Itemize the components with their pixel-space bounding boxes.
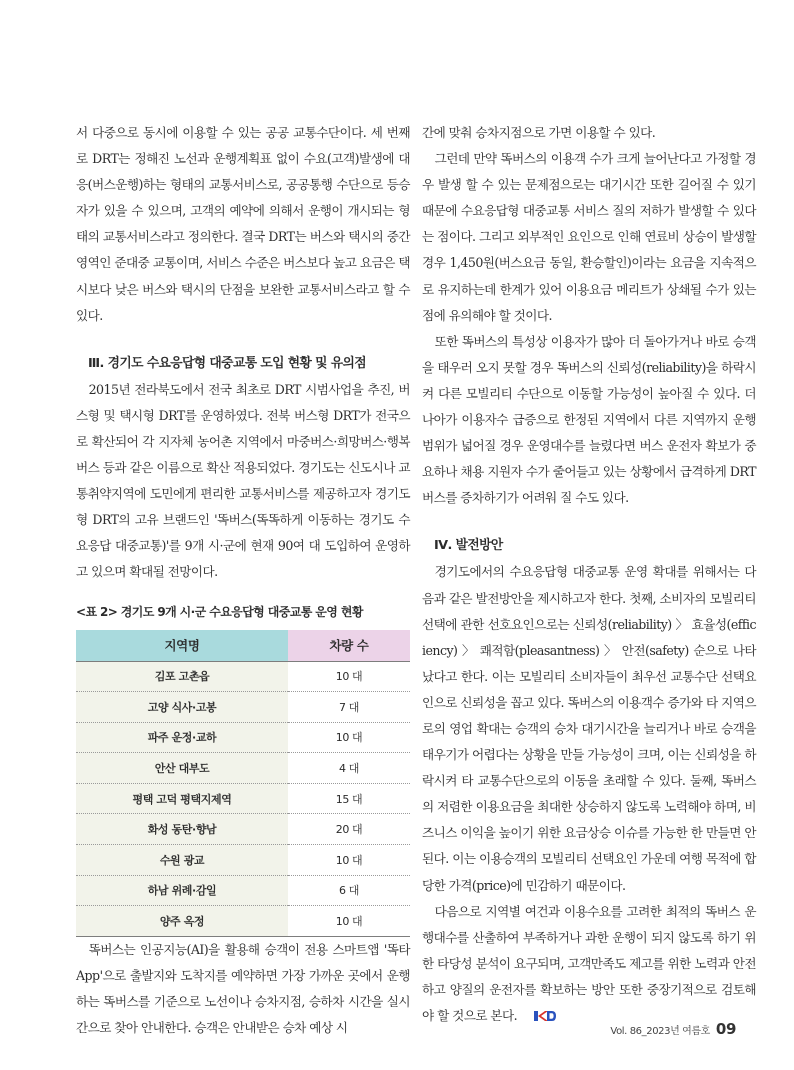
count-cell: 6 대 xyxy=(288,875,410,906)
count-cell: 10 대 xyxy=(288,845,410,876)
table-row xyxy=(76,875,410,906)
region-cell: 김포 고촌읍 xyxy=(76,661,288,692)
closing-text: 다음으로 지역별 여건과 이용수요를 고려한 최적의 똑버스 운행대수를 산출하여 부족하거나 과한 운행이 되지 않도록 하기 위한 타당성 분석이 요구되며, 고객만족도 제고를 위한 노력과 안전하고 양질의 운전자를 확보하는 방안 또한 중장기적으로 검토해야 할 것으로 본다. xyxy=(422,903,756,1023)
table-row xyxy=(76,906,410,937)
kotsa-logo-icon xyxy=(521,1005,543,1017)
body-paragraph: 또한 똑버스의 특성상 이용자가 많아 더 돌아가거나 바로 승객을 태우러 오지 못할 경우 똑버스의 신뢰성(reliability)을 하락시켜 다른 모빌리티 수단으로 이동할 가능성이 높아질 수 있다. 더 나아가 이용자수 급증으로 한정된 지역에서 다른 지역까지 운행범위가 넓어질 경우 운영대수를 늘렸다면 버스 운전자 확보가 중요하나 채용 지원자 수가 줄어들고 있는 상황에서 급격하게 DRT 버스를 증차하기가 어려워 질 수도 있다. xyxy=(422,333,756,506)
table-row xyxy=(76,753,410,784)
table-header-row xyxy=(76,630,410,662)
table-row xyxy=(76,722,410,753)
page-number: 09 xyxy=(715,1020,736,1038)
count-cell: 20 대 xyxy=(288,814,410,845)
table-row xyxy=(76,845,410,876)
count-cell: 10 대 xyxy=(288,906,410,937)
body-paragraph: 똑버스는 인공지능(AI)을 활용해 승객이 전용 스마트앱 '똑타 App'으로 출발지와 도착지를 예약하면 가장 가까운 곳에서 운행하는 똑버스를 기준으로 노선이나 승차지점, 승하차 시간을 실시간으로 찾아 안내한다. 승객은 안내받은 승차 예상 시 xyxy=(76,941,410,1036)
region-cell: 화성 동탄·향남 xyxy=(76,814,288,845)
table-row xyxy=(76,783,410,814)
count-cell: 7 대 xyxy=(288,692,410,723)
region-cell: 파주 운정·교하 xyxy=(76,722,288,753)
region-cell: 하남 위례·감일 xyxy=(76,875,288,906)
body-paragraph: 그런데 만약 똑버스의 이용객 수가 크게 늘어난다고 가정할 경우 발생 할 수 있는 문제점으로는 대기시간 또한 길어질 수 있기 때문에 수요응답형 대중교통 서비스 질의 저하가 발생할 수 있다는 점이다. 그리고 외부적인 요인으로 인해 연료비 상승이 발생할 경우 1,450원(버스요금 동일, 환승할인)이라는 요금을 지속적으로 유지하는데 한계가 있어 이용요금 메리트가 상쇄될 수가 있는 점에 유의해야 할 것이다. xyxy=(422,151,756,323)
region-cell: 양주 옥정 xyxy=(76,906,288,937)
table-row xyxy=(76,661,410,692)
table-caption: <표 2> 경기도 9개 시·군 수요응답형 대중교통 운영 현황 xyxy=(76,604,363,619)
count-cell: 10 대 xyxy=(288,722,410,753)
page-footer xyxy=(610,1020,736,1038)
count-cell: 4 대 xyxy=(288,753,410,784)
table-row xyxy=(76,814,410,845)
section-heading: Ⅲ. 경기도 수요응답형 대중교통 도입 현황 및 유의점 xyxy=(88,355,366,371)
body-paragraph: 경기도에서의 수요응답형 대중교통 운영 확대를 위해서는 다음과 같은 발전방안을 제시하고자 한다. 첫째, 소비자의 모빌리티 선택에 관한 선호요인으로는 신뢰성(reliability) 〉 효율성(efficiency) 〉 쾌적함(pleasantness) 〉 안전(safety) 순으로 나타났다고 한다. 이는 모빌리티 소비자들이 최우선 교통수단 선택요인으로 신뢰성을 꼽고 있다. 똑버스의 이용객수 증가와 타 지역으로의 영업 확대는 승객의 승차 대기시간을 늘리거나 바로 승객을 태우기가 어렵다는 상황을 만들 가능성이 크며, 이는 신뢰성을 하락시켜 타 교통수단으로의 이동을 초래할 수 있다. 둘째, 똑버스의 저렴한 이용요금을 최대한 상승하지 않도록 노력해야 하며, 비즈니스 이익을 높이기 위한 요금상승 이슈를 가능한 한 만들면 안 된다. 이는 이용승객의 모빌리티 선택요인 가운데 여행 목적에 합당한 가격(price)에 민감하기 때문이다. xyxy=(422,564,756,893)
section-heading: Ⅳ. 발전방안 xyxy=(434,538,503,554)
operations-table xyxy=(76,630,410,937)
region-cell: 수원 광교 xyxy=(76,845,288,876)
column-header-region: 지역명 xyxy=(76,630,288,662)
closing-paragraph xyxy=(422,899,756,1029)
issue-label: Vol. 86_2023년 여름호 xyxy=(610,1026,710,1037)
left-column xyxy=(76,120,410,1041)
body-paragraph: 서 다중으로 동시에 이용할 수 있는 공공 교통수단이다. 세 번째로 DRT는 정해진 노선과 운행계획표 없이 수요(고객)발생에 대응(버스운행)하는 형태의 교통서비스로, 공공통행 수단으로 등승자가 있을 수 있으며, 고객의 예약에 의해서 운행이 개시되는 형태의 교통서비스라고 정의한다. 결국 DRT는 버스와 택시의 중간영역인 준대중 교통이며, 서비스 수준은 버스보다 높고 요금은 택시보다 낮은 버스와 택시의 단점을 보완한 교통서비스라고 할 수 있다. xyxy=(76,125,410,323)
region-cell: 평택 고덕 평택지제역 xyxy=(76,783,288,814)
region-cell: 안산 대부도 xyxy=(76,753,288,784)
count-cell: 15 대 xyxy=(288,783,410,814)
region-cell: 고양 식사·고봉 xyxy=(76,692,288,723)
right-column xyxy=(422,120,756,1029)
count-cell: 10 대 xyxy=(288,661,410,692)
column-header-count: 차량 수 xyxy=(288,630,410,662)
body-paragraph: 2015년 전라북도에서 전국 최초로 DRT 시범사업을 추진, 버스형 및 택시형 DRT를 운영하였다. 전북 버스형 DRT가 전국으로 확산되어 각 지자체 농어촌 지역에서 마중버스·희망버스·행복버스 등과 같은 이름으로 확산 적용되었다. 경기도는 신도시나 교통취약지역에 도민에게 편리한 교통서비스를 제공하고자 경기도형 DRT의 고유 브랜드인 '똑버스(똑똑하게 이동하는 경기도 수요응답 대중교통)'를 9개 시·군에 현재 90여 대 도입하여 운영하고 있으며 확대될 전망이다. xyxy=(76,381,410,580)
body-paragraph: 간에 맞춰 승차지점으로 가면 이용할 수 있다. xyxy=(422,125,656,140)
table-row xyxy=(76,692,410,723)
